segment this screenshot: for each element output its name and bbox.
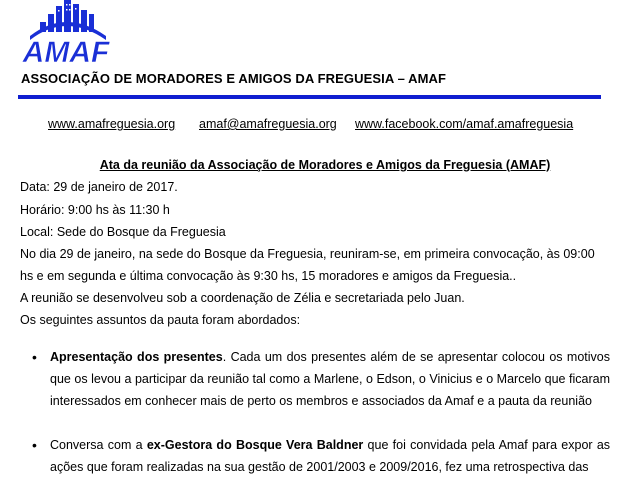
bullet-text: . Cada um dos presentes além de se apresentar colocou os motivos que os levou a participar da reunião tal como a Marlene, o Edson, o Vinicius e o Marcelo que ficaram interessados em conhecer mais de perto os membros e associados da Amaf e a pauta da reunião bbox=[50, 350, 610, 408]
bullet-text: que foi convidada pela Amaf para expor as ações que foram realizadas na sua gestão de 2001/2003 e 2009/2016, fez uma retrospectiva das bbox=[50, 438, 611, 474]
bullet-icon: • bbox=[32, 437, 37, 453]
meeting-time: Horário: 9:00 hs às 11:30 h bbox=[20, 203, 170, 217]
paragraph-coordination: A reunião se desenvolveu sob a coordenação de Zélia e secretariada pelo Juan. bbox=[20, 291, 465, 305]
org-title: ASSOCIAÇÃO DE MORADORES E AMIGOS DA FREGUESIA – AMAF bbox=[21, 71, 447, 86]
list-item bbox=[32, 346, 610, 412]
meeting-date: Data: 29 de janeiro de 2017. bbox=[20, 180, 178, 194]
bullet-heading: ex-Gestora do Bosque Vera Baldner bbox=[146, 438, 364, 452]
facebook-link[interactable]: www.facebook.com/amaf.amafreguesia bbox=[355, 117, 574, 131]
bullet-heading: Apresentação dos presentes bbox=[50, 350, 223, 364]
meeting-place: Local: Sede do Bosque da Freguesia bbox=[20, 225, 226, 239]
svg-text:AMAF: AMAF bbox=[22, 36, 110, 66]
paragraph-agenda: Os seguintes assuntos da pauta foram abordados: bbox=[20, 313, 301, 327]
site-link[interactable]: www.amafreguesia.org bbox=[48, 117, 176, 131]
email-link[interactable]: amaf@amafreguesia.org bbox=[199, 117, 337, 131]
bullet-icon: • bbox=[32, 349, 37, 365]
document-title: Ata da reunião da Associação de Moradores e Amigos da Freguesia (AMAF) bbox=[99, 158, 551, 172]
amaf-logo bbox=[20, 0, 112, 66]
paragraph-intro-line2: hs e em segunda e última convocação às 9:30 hs, 15 moradores e amigos da Freguesia.. bbox=[20, 269, 517, 283]
paragraph-intro-line1: No dia 29 de janeiro, na sede do Bosque da Freguesia, reuniram-se, em primeira convocação, às 09:00 bbox=[20, 247, 595, 261]
list-item bbox=[32, 434, 611, 478]
bullet-pre: Conversa com a bbox=[50, 438, 147, 452]
header-rule bbox=[18, 95, 601, 99]
